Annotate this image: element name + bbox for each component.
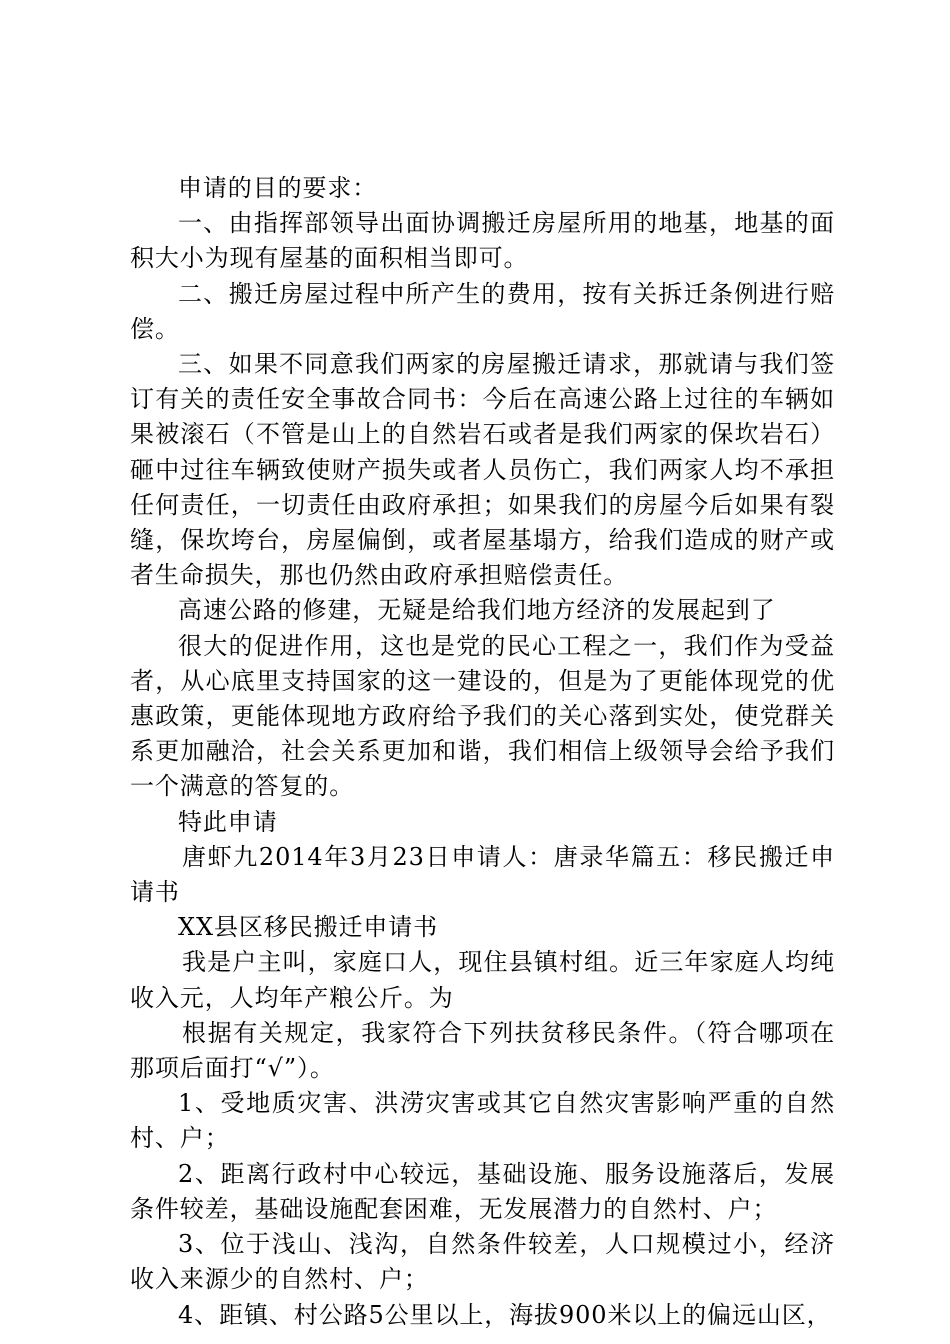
paragraph-condition-four: 4、距镇、村公路5公里以上，海拔900米以上的偏远山区， — [178, 1300, 832, 1329]
paragraph-condition-one: 1、受地质灾害、洪涝灾害或其它自然灾害影响严重的自然村、户； — [130, 1089, 835, 1153]
paragraph-purpose-heading: 申请的目的要求： — [178, 174, 378, 202]
paragraph-item-two: 二、搬迁房屋过程中所产生的费用，按有关拆迁条例进行赔偿。 — [130, 279, 835, 343]
paragraph-conditions-intro: 根据有关规定，我家符合下列扶贫移民条件。（符合哪项在那项后面打“√”）。 — [130, 1018, 835, 1083]
paragraph-highway-intro: 高速公路的修建，无疑是给我们地方经济的发展起到了 — [178, 596, 776, 625]
paragraph-item-three: 三、如果不同意我们两家的房屋搬迁请求，那就请与我们签订有关的责任安全事故合同书：今后在高速公路上过往的车辆如果被滚石（不管是山上的自然岩石或者是我们两家的保坎岩石）砸中过往车辆致使财产损失或者人员伤亡，我们两家人均不承担任何责任，一切责任由政府承担；如果我们的房屋今后如果有裂缝，保坎垮台，房屋偏倒，或者屋基塌方，给我们造成的财产或者生命损失，那也仍然由政府承担赔偿责任。 — [130, 350, 835, 590]
paragraph-condition-three: 3、位于浅山、浅沟，自然条件较差，人口规模过小，经济收入来源少的自然村、户； — [130, 1230, 835, 1294]
paragraph-section-title: XX县区移民搬迁申请书 — [178, 913, 439, 942]
paragraph-condition-two: 2、距离行政村中心较远，基础设施、服务设施落后，发展条件较差，基础设施配套困难，无发展潜力的自然村、户； — [130, 1159, 835, 1223]
paragraph-signature: 唐虾九2014年3月23日申请人：唐录华篇五：移民搬迁申请书 — [130, 842, 835, 907]
paragraph-applicant-info: 我是户主叫，家庭口人，现住县镇村组。近三年家庭人均纯收入元，人均年产粮公斤。为 — [130, 948, 835, 1012]
paragraph-closing: 特此申请 — [178, 807, 278, 836]
paragraph-item-one: 一、由指挥部领导出面协调搬迁房屋所用的地基，地基的面积大小为现有屋基的面积相当即可。 — [130, 209, 835, 273]
document-body — [130, 171, 835, 1333]
paragraph-highway-body: 很大的促进作用，这也是党的民心工程之一，我们作为受益者，从心底里支持国家的这一建设的，但是为了更能体现党的优惠政策，更能体现地方政府给予我们的关心落到实处，使党群关系更加融洽，社会关系更加和谐，我们相信上级领导会给予我们一个满意的答复的。 — [130, 631, 835, 801]
